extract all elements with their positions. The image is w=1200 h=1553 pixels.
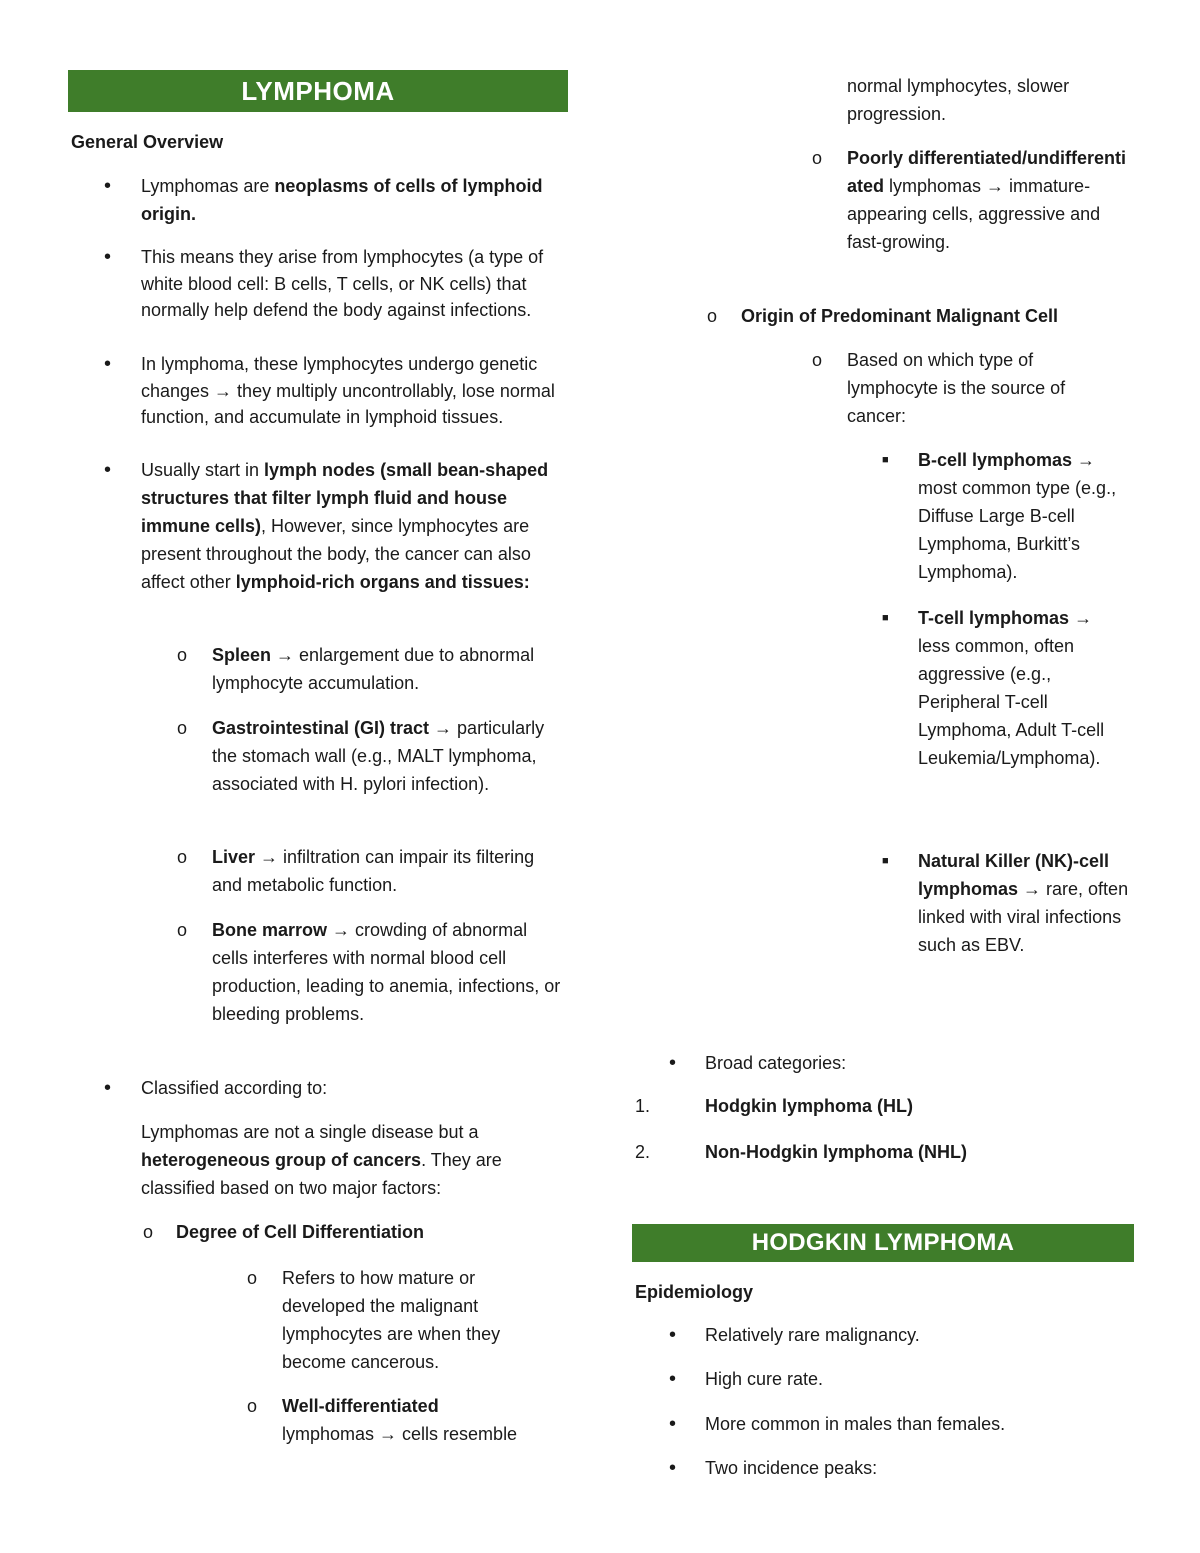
circle-bullet-icon: o (707, 306, 718, 326)
degree-heading: Degree of Cell Differentiation (176, 1222, 425, 1242)
overview-text-4: Usually start in (141, 460, 265, 480)
overview-bullet-3 (68, 351, 568, 431)
broad-item-text: Non-Hodgkin lymphoma (NHL) (705, 1142, 967, 1162)
epi-text: More common in males than females. (705, 1414, 1006, 1434)
broad-categories-bullet (632, 1049, 1137, 1077)
bullet-icon: • (104, 1077, 112, 1099)
cell-type-nk (632, 847, 1137, 959)
bullet-icon: • (104, 246, 112, 268)
bullet-icon: • (669, 1413, 677, 1435)
square-bullet-icon: ■ (882, 612, 889, 624)
general-overview-heading: General Overview (71, 132, 224, 152)
organ-desc: → crowding of abnormal cells interferes with normal blood cell production, leading to anemia, infections, or bleeding problems. (212, 920, 561, 1024)
poorly-differentiated-item (632, 144, 1137, 256)
epi-text: Two incidence peaks: (705, 1458, 878, 1478)
epi-point-3 (632, 1410, 1137, 1438)
bullet-icon: • (669, 1052, 677, 1074)
degree-desc-item (68, 1264, 568, 1376)
circle-bullet-icon: o (177, 718, 188, 738)
intro-text: Lymphomas are not a single disease but a (141, 1122, 479, 1142)
organ-name: Bone marrow (212, 920, 328, 940)
broad-label: Broad categories: (705, 1053, 847, 1073)
circle-bullet-icon: o (812, 350, 823, 370)
overview-text-4b: , However, since lymphocytes are present throughout the body, the cancer can also affect other (141, 516, 531, 592)
circle-bullet-icon: o (247, 1396, 258, 1416)
circle-bullet-icon: o (177, 920, 188, 940)
epi-point-4 (632, 1454, 1137, 1482)
square-bullet-icon: ■ (882, 855, 889, 867)
poorly-desc: lymphomas → immature-appearing cells, aggressive and fast-growing. (847, 176, 1101, 252)
cell-type-desc: → rare, often linked with viral infections such as EBV. (918, 879, 1129, 955)
origin-heading: Origin of Predominant Malignant Cell (741, 306, 1059, 326)
lymphoid-organs-bold: lymphoid-rich organs and tissues: (235, 572, 530, 592)
hodgkin-banner: HODGKIN LYMPHOMA (632, 1224, 1134, 1262)
bullet-icon: • (104, 175, 112, 197)
classified-label: Classified according to: (141, 1078, 328, 1098)
epi-text: High cure rate. (705, 1369, 824, 1389)
square-bullet-icon: ■ (882, 454, 889, 466)
organ-name: Gastrointestinal (GI) tract (212, 718, 430, 738)
overview-text-2: This means they arise from lymphocytes (a type of white blood cell: B cells, T cells, or NK cells) that normally help defend the body against infections. (141, 247, 544, 320)
circle-bullet-icon: o (177, 847, 188, 867)
organ-name: Spleen (212, 645, 272, 665)
overview-text-3: In lymphoma, these lymphocytes undergo genetic changes → they multiply uncontrollably, lose normal function, and accumulate in lymphoid tissues. (141, 354, 555, 427)
origin-desc: Based on which type of lymphocyte is the source of cancer: (847, 350, 1066, 426)
overview-bullet-1 (68, 172, 568, 228)
cell-type-b (632, 446, 1137, 586)
overview-bullet-4 (68, 456, 568, 596)
overview-bold-1: neoplasms of cells of lymphoid origin. (141, 176, 543, 224)
broad-item-text: Hodgkin lymphoma (HL) (705, 1096, 913, 1116)
cell-type-name: Natural Killer (NK)-cell lymphomas (918, 851, 1110, 899)
cell-type-t (632, 604, 1137, 772)
bullet-icon: • (669, 1368, 677, 1390)
circle-bullet-icon: o (812, 148, 823, 168)
poorly-differentiated-bold: Poorly differentiated/undifferentiated (847, 148, 1127, 196)
cell-type-desc: → most common type (e.g., Diffuse Large B-cell Lymphoma, Burkitt’s Lymphoma). (918, 450, 1117, 582)
overview-bullet-2 (68, 244, 568, 324)
bullet-icon: • (104, 459, 112, 481)
organ-item-liver (68, 843, 568, 899)
degree-desc: Refers to how mature or developed the malignant lymphocytes are when they become cancerous. (282, 1268, 501, 1372)
lymph-nodes-bold: lymph nodes (small bean-shaped structures that filter lymph fluid and house immune cells) (141, 460, 549, 536)
organ-desc: → particularly the stomach wall (e.g., MALT lymphoma, associated with H. pylori infection). (212, 718, 545, 794)
list-number: 1. (635, 1096, 651, 1116)
organ-item-bone-marrow (68, 916, 568, 1028)
bullet-icon: • (669, 1457, 677, 1479)
organ-item-gi-tract (68, 714, 568, 798)
cell-type-desc: → less common, often aggressive (e.g., Peripheral T-cell Lymphoma, Adult T-cell Leukemia/Lymphoma). (918, 608, 1105, 768)
epi-text: Relatively rare malignancy. (705, 1325, 920, 1345)
classification-intro (141, 1118, 566, 1202)
heterogeneous-bold: heterogeneous group of cancers (141, 1150, 422, 1170)
cell-type-name: T-cell lymphomas (918, 608, 1070, 628)
bullet-icon: • (104, 353, 112, 375)
lymphoma-banner: LYMPHOMA (68, 70, 568, 112)
circle-bullet-icon: o (247, 1268, 258, 1288)
classified-bullet (68, 1074, 568, 1102)
overview-text-1: Lymphomas are (141, 176, 275, 196)
broad-item-1 (632, 1092, 1137, 1120)
degree-heading-item (68, 1218, 568, 1246)
organ-desc: → infiltration can impair its filtering and metabolic function. (212, 847, 535, 895)
cell-type-name: B-cell lymphomas (918, 450, 1073, 470)
well-desc-continuation: normal lymphocytes, slower progression. (847, 76, 1070, 124)
circle-bullet-icon: o (177, 645, 188, 665)
epi-point-1 (632, 1321, 1137, 1349)
circle-bullet-icon: o (143, 1222, 154, 1242)
epidemiology-heading: Epidemiology (635, 1282, 754, 1302)
organ-item-spleen (68, 641, 568, 697)
epi-point-2 (632, 1365, 1137, 1393)
left-column (68, 70, 568, 1416)
organ-name: Liver (212, 847, 256, 867)
well-differentiated-bold: Well-differentiated (282, 1396, 439, 1416)
well-desc-line-left: lymphomas → cells resemble (282, 1424, 518, 1444)
origin-desc-item (632, 346, 1137, 430)
intro-text-end: . They are classified based on two major factors: (141, 1150, 502, 1198)
broad-item-2 (632, 1138, 1137, 1166)
organ-desc: → enlargement due to abnormal lymphocyte accumulation. (212, 645, 535, 693)
bullet-icon: • (669, 1324, 677, 1346)
origin-heading-item (632, 302, 1137, 330)
list-number: 2. (635, 1142, 651, 1162)
